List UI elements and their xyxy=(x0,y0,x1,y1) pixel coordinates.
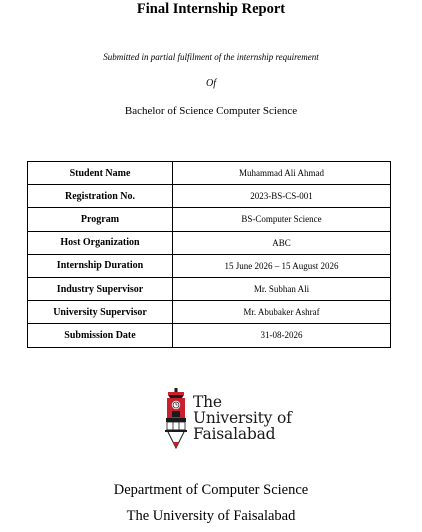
table-row xyxy=(28,185,391,208)
table-row xyxy=(28,254,391,277)
report-title: Final Internship Report xyxy=(136,1,286,17)
row-value: 2023-BS-CS-001 xyxy=(173,185,391,208)
logo-wordmark xyxy=(193,394,292,442)
row-value: BS-Computer Science xyxy=(173,208,391,231)
table-row xyxy=(28,162,391,185)
row-value: 31-08-2026 xyxy=(173,324,391,347)
degree-name: Bachelor of Science Computer Science xyxy=(124,105,298,117)
row-label: University Supervisor xyxy=(28,301,173,324)
row-label: Program xyxy=(28,208,173,231)
row-label: Submission Date xyxy=(28,324,173,347)
row-value: Muhammad Ali Ahmad xyxy=(173,162,391,185)
logo-line-faisalabad: Faisalabad xyxy=(193,425,276,443)
row-value: 15 June 2026 – 15 August 2026 xyxy=(173,254,391,277)
row-value: ABC xyxy=(173,231,391,254)
logo-line-university: University of xyxy=(193,409,292,427)
row-label: Student Name xyxy=(28,162,173,185)
table-row xyxy=(28,324,391,347)
university-logo xyxy=(162,388,292,454)
report-subtitle: Submitted in partial fulfilment of the internship requirement xyxy=(103,52,319,62)
logo-line-the: The xyxy=(193,393,222,411)
row-label: Industry Supervisor xyxy=(28,277,173,300)
pencil-tower-emblem-icon xyxy=(162,388,190,452)
row-value: Mr. Subhan Ali xyxy=(173,277,391,300)
table-row xyxy=(28,301,391,324)
row-label: Internship Duration xyxy=(28,254,173,277)
row-label: Registration No. xyxy=(28,185,173,208)
university-name: The University of Faisalabad xyxy=(126,508,296,524)
details-table xyxy=(27,161,391,348)
table-row xyxy=(28,208,391,231)
table-row xyxy=(28,231,391,254)
row-label: Host Organization xyxy=(28,231,173,254)
of-text: Of xyxy=(206,78,216,89)
row-value: Mr. Abubaker Ashraf xyxy=(173,301,391,324)
department-name: Department of Computer Science xyxy=(113,482,309,498)
table-row xyxy=(28,277,391,300)
